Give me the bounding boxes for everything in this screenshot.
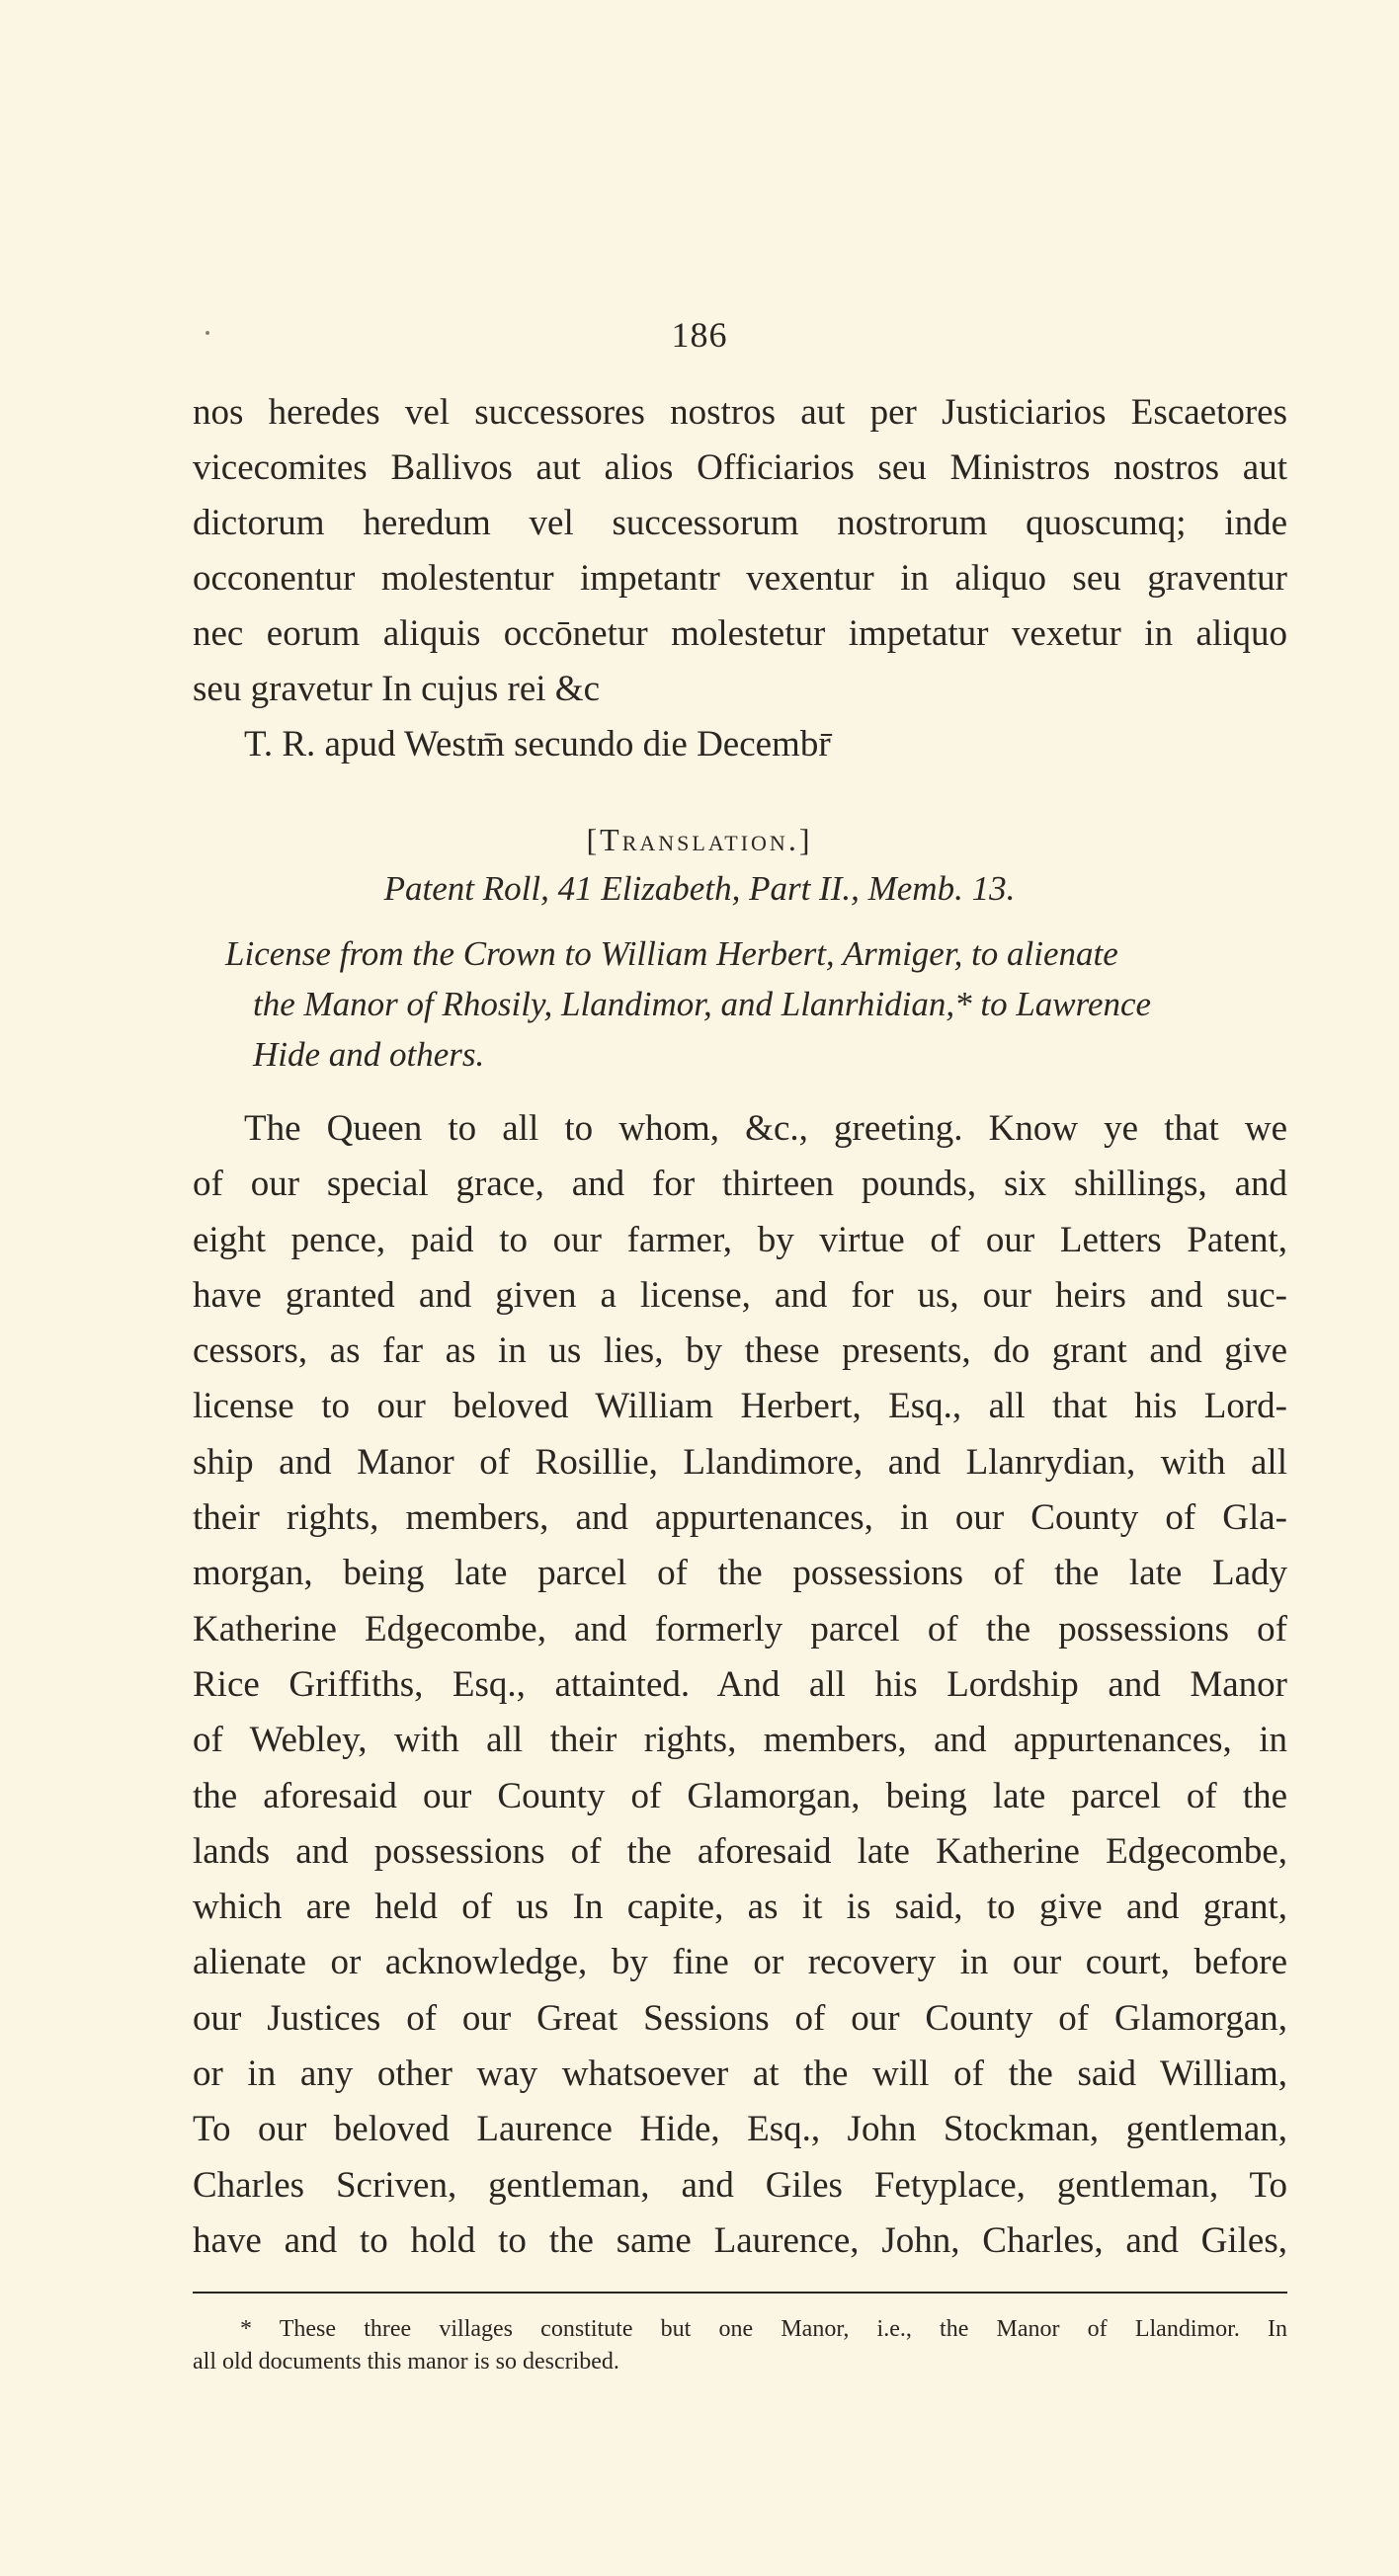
body-line: ship and Manor of Rosillie, Llandimore, and Llanrydian, with all <box>193 1441 1287 1483</box>
body-line: Charles Scriven, gentleman, and Giles Fetyplace, gentleman, To <box>193 2164 1287 2206</box>
license-title-line: the Manor of Rhosily, Llandimor, and Llanrhidian,* to Lawrence <box>253 985 1152 1023</box>
body-line: eight pence, paid to our farmer, by virtue of our Letters Patent, <box>193 1219 1287 1260</box>
translation-body <box>193 1101 1287 2269</box>
latin-line: nec eorum aliquis occōnetur molestetur impetatur vexetur in aliquo <box>193 613 1287 654</box>
body-line: of our special grace, and for thirteen pounds, six shillings, and <box>193 1164 1287 1205</box>
body-line: have granted and given a license, and for us, our heirs and suc- <box>193 1274 1287 1316</box>
latin-attestation: T. R. apud Westm̄ secundo die Decembr̄ <box>244 724 831 765</box>
latin-line: dictorum heredum vel successorum nostrorum quoscumq; inde <box>193 503 1287 543</box>
body-line: morgan, being late parcel of the possessions of the late Lady <box>193 1553 1287 1594</box>
license-title-line: License from the Crown to William Herbert, Armiger, to alienate <box>225 934 1118 973</box>
body-line: which are held of us In capite, as it is said, to give and grant, <box>193 1887 1287 1928</box>
footnote-line: * These three villages constitute but one Manor, i.e., the Manor of Llandimor. In <box>240 2316 1287 2342</box>
body-line: license to our beloved William Herbert, Esq., all that his Lord- <box>193 1386 1287 1427</box>
footnote-divider <box>193 2292 1287 2294</box>
patent-roll-title: Patent Roll, 41 Elizabeth, Part II., Memb. 13. <box>383 869 1016 908</box>
body-line: alienate or acknowledge, by fine or recovery in our court, before <box>193 1942 1287 1983</box>
latin-line: nos heredes vel successores nostros aut per Justiciarios Escaetores <box>193 392 1287 433</box>
body-line: Rice Griffiths, Esq., attainted. And all his Lordship and Manor <box>193 1663 1287 1705</box>
translation-heading: [Translation.] <box>586 822 813 857</box>
body-line: or in any other way whatsoever at the will of the said William, <box>193 2053 1287 2095</box>
body-line: cessors, as far as in us lies, by these presents, do grant and give <box>193 1330 1287 1372</box>
footnote <box>193 2313 1287 2378</box>
latin-line: vicecomites Ballivos aut alios Officiarios seu Ministros nostros aut <box>193 447 1287 488</box>
latin-text-block <box>193 385 1287 772</box>
body-line: the aforesaid our County of Glamorgan, being late parcel of the <box>193 1775 1287 1816</box>
body-line: of Webley, with all their rights, members, and appurtenances, in <box>193 1720 1287 1761</box>
body-line: The Queen to all to whom, &c., greeting. Know ye that we <box>244 1108 1287 1149</box>
footnote-line: all old documents this manor is so described. <box>193 2349 619 2375</box>
body-line: lands and possessions of the aforesaid late Katherine Edgecombe, <box>193 1830 1287 1872</box>
body-line: our Justices of our Great Sessions of our County of Glamorgan, <box>193 1997 1287 2039</box>
body-line: their rights, members, and appurtenances, in our County of Gla- <box>193 1497 1287 1539</box>
page-number: 186 <box>671 315 728 355</box>
latin-line: occonentur molestentur impetantr vexentur in aliquo seu graventur <box>193 558 1287 599</box>
body-line: To our beloved Laurence Hide, Esq., John Stockman, gentleman, <box>193 2109 1287 2150</box>
license-title-line: Hide and others. <box>253 1035 485 1074</box>
latin-line: seu gravetur In cujus rei &c <box>193 669 600 709</box>
body-line: have and to hold to the same Laurence, John, Charles, and Giles, <box>193 2219 1287 2261</box>
license-title <box>225 928 1287 1080</box>
body-line: Katherine Edgecombe, and formerly parcel of the possessions of <box>193 1608 1287 1650</box>
